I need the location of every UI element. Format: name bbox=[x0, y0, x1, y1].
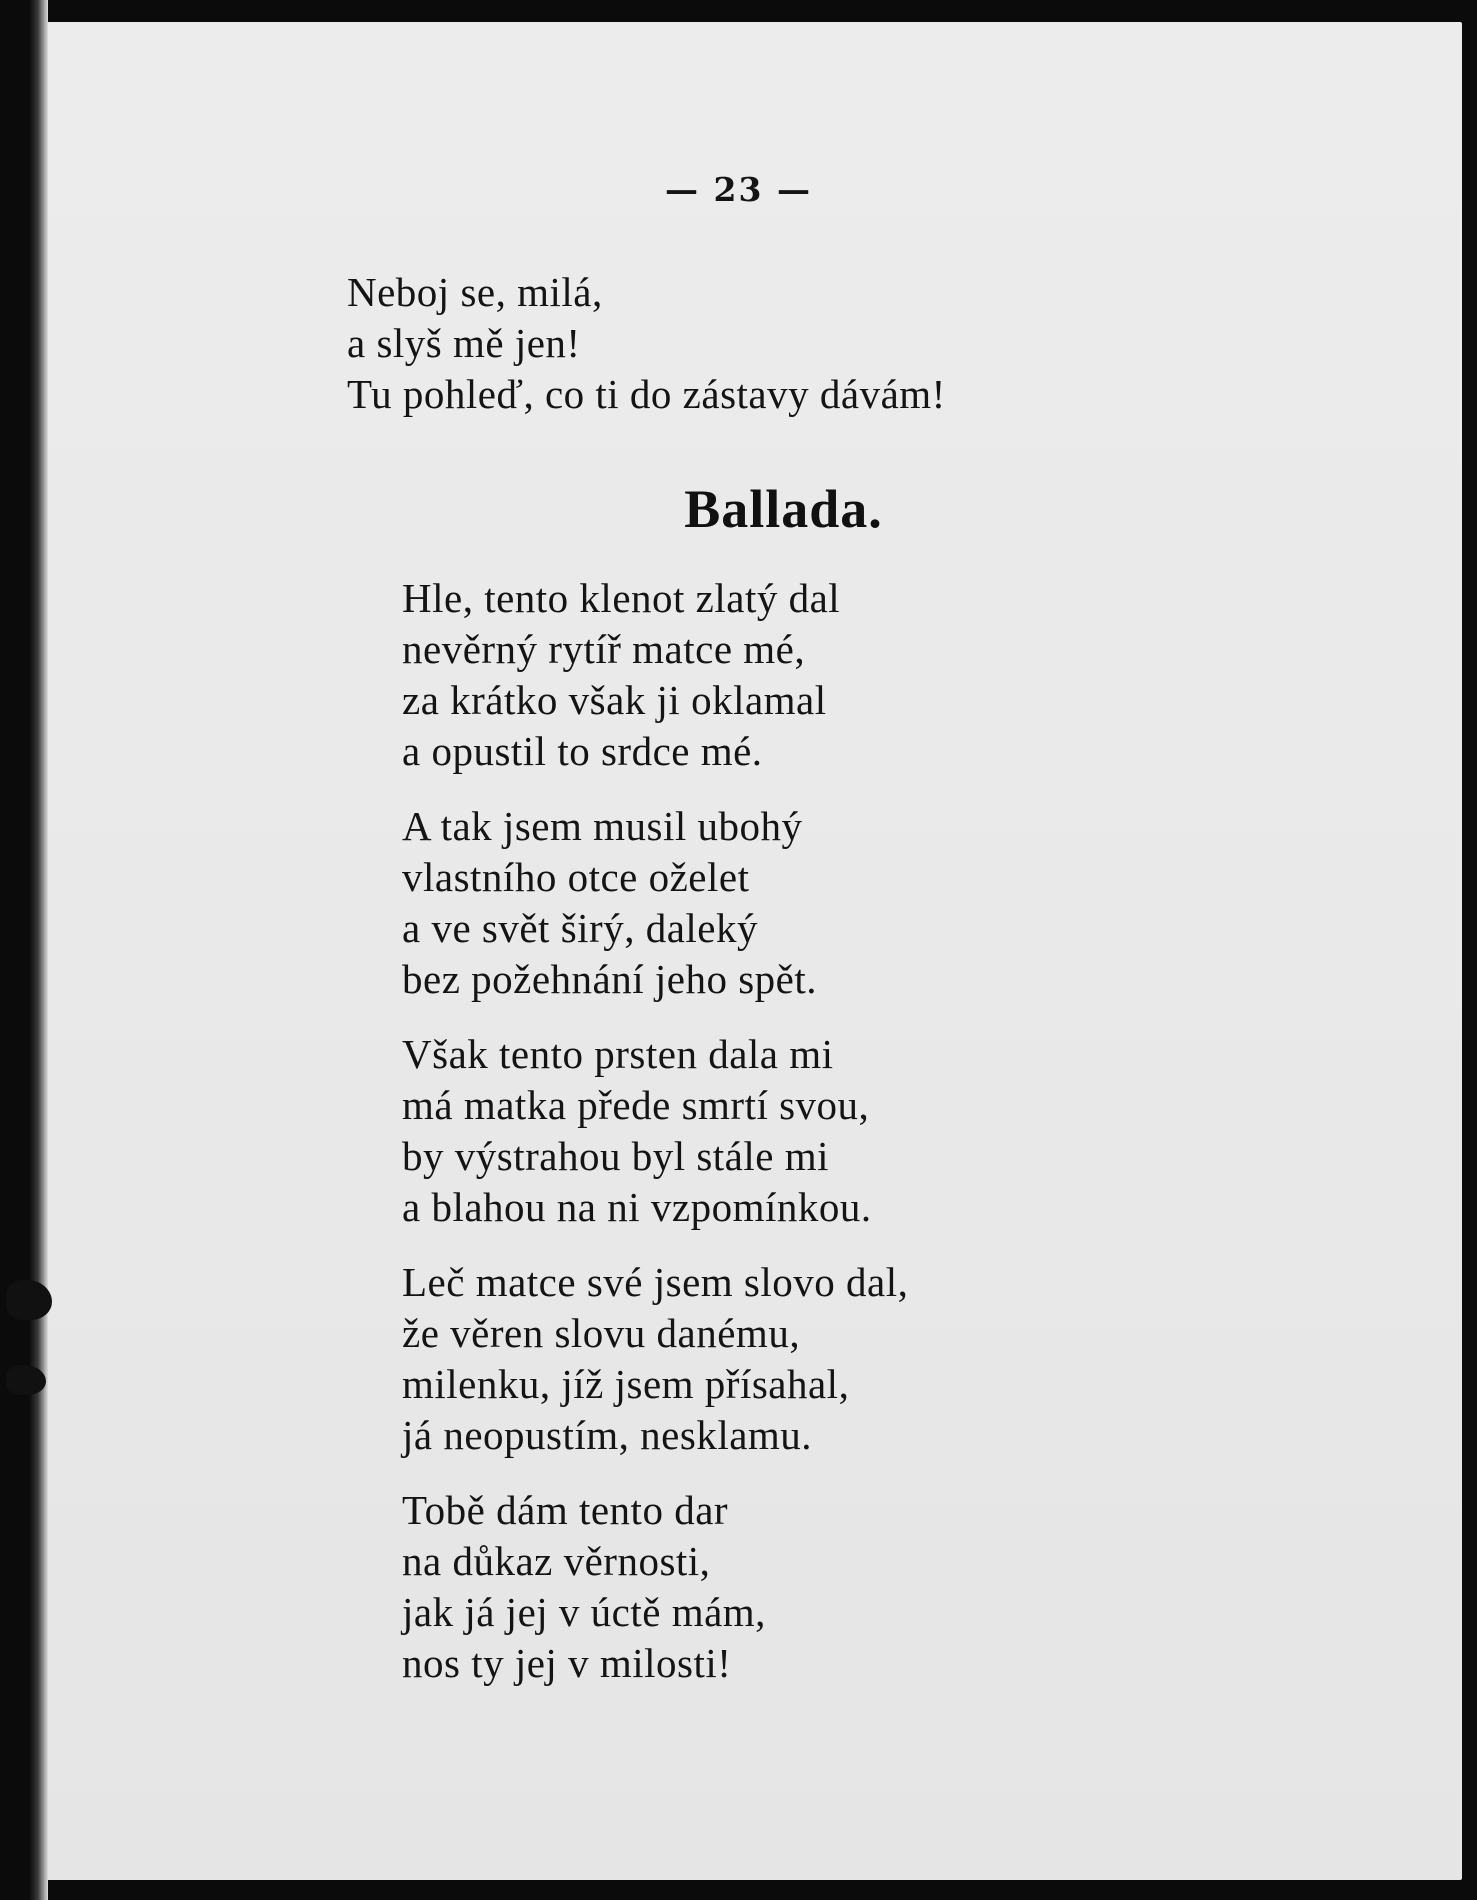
verse-line: já neopustím, nesklamu. bbox=[402, 1412, 813, 1458]
verse-line: Neboj se, milá, bbox=[347, 269, 603, 315]
binding-stain bbox=[6, 1365, 46, 1395]
verse-line: a blahou na ni vzpomínkou. bbox=[402, 1184, 872, 1230]
stanza bbox=[402, 1485, 908, 1689]
verse-line: A tak jsem musil ubohý bbox=[402, 803, 803, 849]
verse-line: Hle, tento klenot zlatý dal bbox=[402, 575, 841, 621]
verse-line: nos ty jej v milosti! bbox=[402, 1640, 732, 1686]
verse-line: vlastního otce oželet bbox=[402, 854, 750, 900]
stanza bbox=[402, 1029, 908, 1233]
stanza bbox=[402, 801, 908, 1005]
verse-line: by výstrahou byl stále mi bbox=[402, 1133, 830, 1179]
verse-line: na důkaz věrnosti, bbox=[402, 1538, 711, 1584]
stanza bbox=[402, 1257, 908, 1461]
verse-line: bez požehnání jeho spět. bbox=[402, 956, 818, 1002]
verse-line: a slyš mě jen! bbox=[347, 320, 581, 366]
verse-line: Tu pohleď, co ti do zástavy dávám! bbox=[347, 371, 946, 417]
verse-line: Však tento prsten dala mi bbox=[402, 1031, 834, 1077]
verse-line: za krátko však ji oklamal bbox=[402, 677, 827, 723]
verse-line: nevěrný rytíř matce mé, bbox=[402, 626, 806, 672]
intro-verse bbox=[347, 267, 946, 420]
verse-line: že věren slovu danému, bbox=[402, 1310, 801, 1356]
verse-line: jak já jej v úctě mám, bbox=[402, 1589, 766, 1635]
verse-line: Tobě dám tento dar bbox=[402, 1487, 729, 1533]
verse-line: a opustil to srdce mé. bbox=[402, 728, 763, 774]
binding-stain bbox=[6, 1280, 52, 1320]
poem-body bbox=[402, 573, 908, 1713]
book-binding-edge bbox=[14, 0, 48, 1900]
verse-line: milenku, jíž jsem přísahal, bbox=[402, 1361, 850, 1407]
page-number: — 23 — bbox=[665, 170, 812, 209]
verse-line: má matka přede smrtí svou, bbox=[402, 1082, 870, 1128]
verse-line: Leč matce své jsem slovo dal, bbox=[402, 1259, 909, 1305]
stanza bbox=[402, 573, 908, 777]
poem-title: Ballada. bbox=[684, 479, 883, 539]
verse-line: a ve svět širý, daleký bbox=[402, 905, 758, 951]
